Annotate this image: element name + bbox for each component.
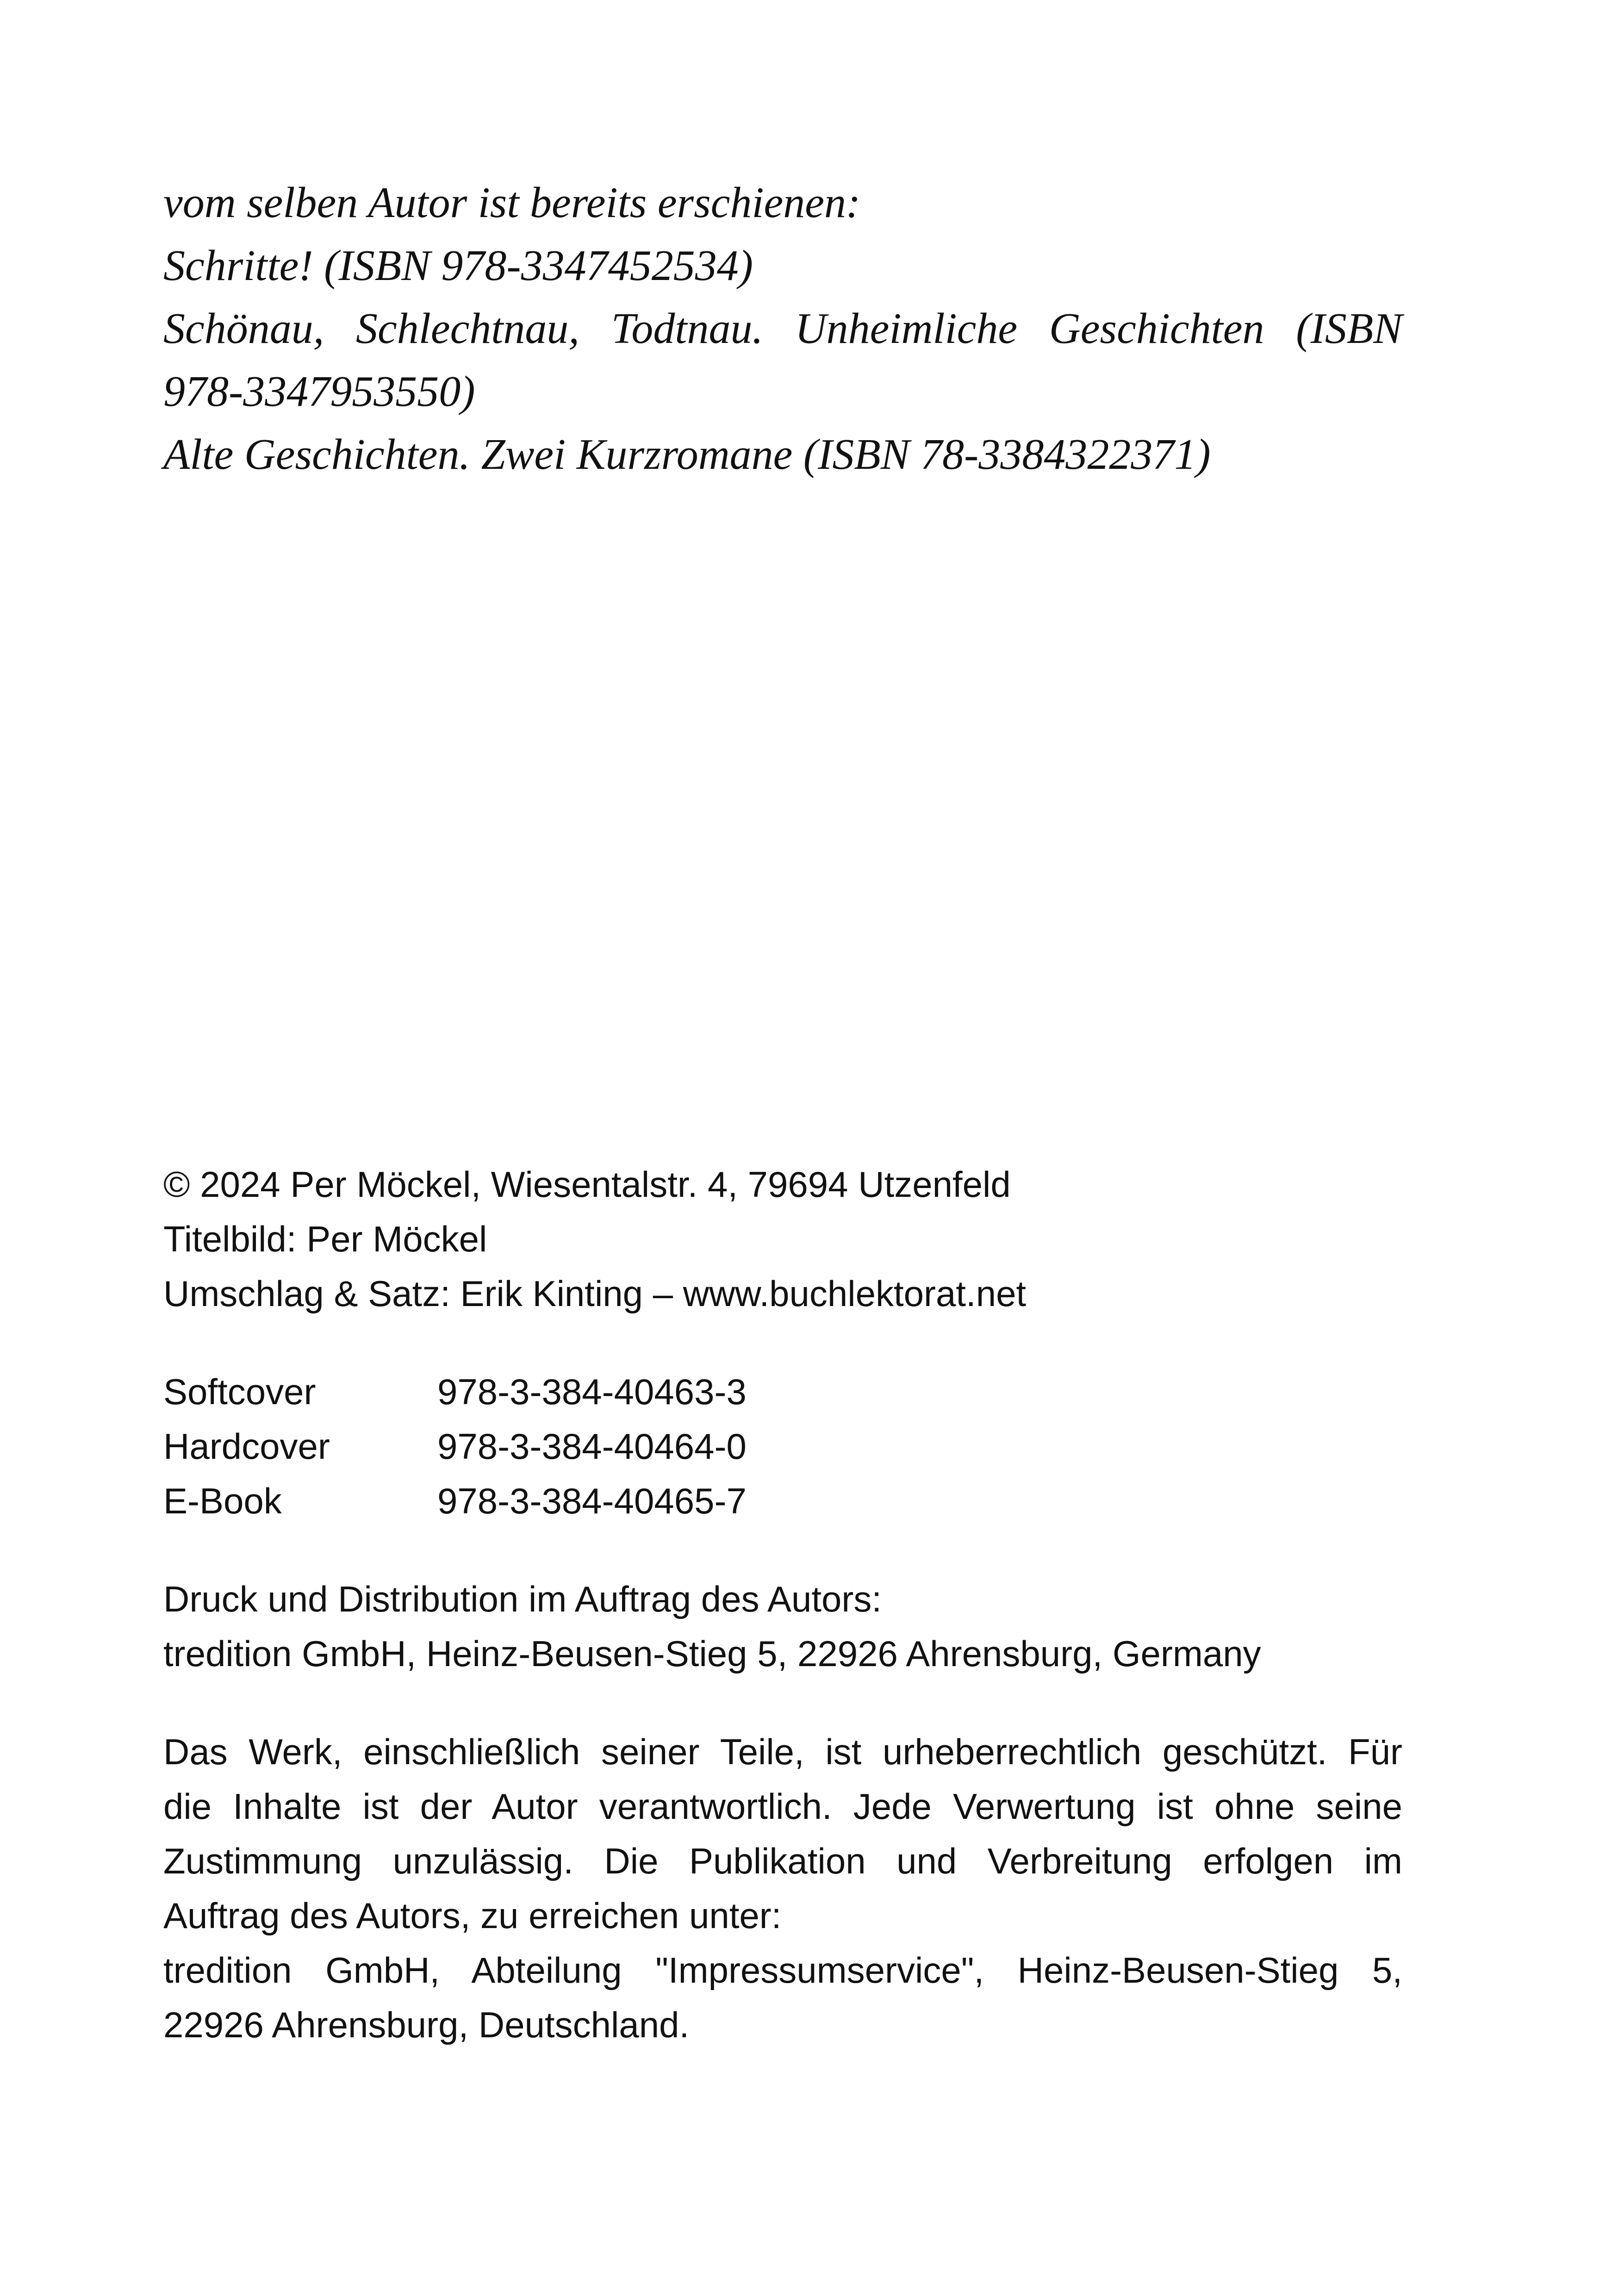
edition-format: Hardcover <box>163 1426 330 1467</box>
edition-isbn: 978-3-384-40464-0 <box>437 1426 747 1467</box>
printing-heading: Druck und Distribution im Auftrag des Autors: <box>163 1579 882 1619</box>
book-title-2-line-2: 978-3347953550) <box>163 367 475 416</box>
legal-notice <box>163 1724 1402 2052</box>
edition-row <box>163 1419 1402 1474</box>
edition-row <box>163 1364 1402 1419</box>
legal-notice-line: die Inhalte ist der Autor verantwortlich. Jede Verwertung ist ohne seine <box>163 1786 1402 1827</box>
spacer <box>163 1528 1402 1572</box>
legal-notice-line: 22926 Ahrensburg, Deutschland. <box>163 2004 690 2045</box>
edition-isbn: 978-3-384-40463-3 <box>437 1371 747 1412</box>
legal-notice-line: Das Werk, einschließlich seiner Teile, ist urheberrechtlich geschützt. Für <box>163 1731 1402 1772</box>
cover-image-credit: Titelbild: Per Möckel <box>163 1219 487 1259</box>
imprint-section <box>163 1157 1402 2052</box>
spacer <box>163 1681 1402 1724</box>
legal-notice-line: tredition GmbH, Abteilung "Impressumservice", Heinz-Beusen-Stieg 5, <box>163 1950 1402 1991</box>
legal-notice-line: Zustimmung unzulässig. Die Publikation und Verbreitung erfolgen im <box>163 1841 1402 1881</box>
edition-row <box>163 1474 1402 1528</box>
also-by-heading: vom selben Autor ist bereits erschienen: <box>163 179 861 227</box>
edition-isbn: 978-3-384-40465-7 <box>437 1481 747 1521</box>
editions-list <box>163 1364 1402 1528</box>
spacer <box>163 1321 1402 1364</box>
book-title-1: Schritte! (ISBN 978-3347452534) <box>163 242 753 290</box>
edition-format: E-Book <box>163 1481 282 1521</box>
design-credit: Umschlag & Satz: Erik Kinting – www.buchlektorat.net <box>163 1273 1027 1314</box>
printing-address: tredition GmbH, Heinz-Beusen-Stieg 5, 22926 Ahrensburg, Germany <box>163 1633 1261 1674</box>
also-by-author-section <box>163 171 1402 486</box>
book-title-3: Alte Geschichten. Zwei Kurzromane (ISBN 78-3384322371) <box>163 430 1211 479</box>
legal-notice-line: Auftrag des Autors, zu erreichen unter: <box>163 1895 782 1936</box>
edition-format: Softcover <box>163 1371 316 1412</box>
copyright-line: © 2024 Per Möckel, Wiesentalstr. 4, 79694 Utzenfeld <box>163 1164 1011 1205</box>
book-title-2-line-1: Schönau, Schlechtnau, Todtnau. Unheimliche Geschichten (ISBN <box>163 305 1402 353</box>
